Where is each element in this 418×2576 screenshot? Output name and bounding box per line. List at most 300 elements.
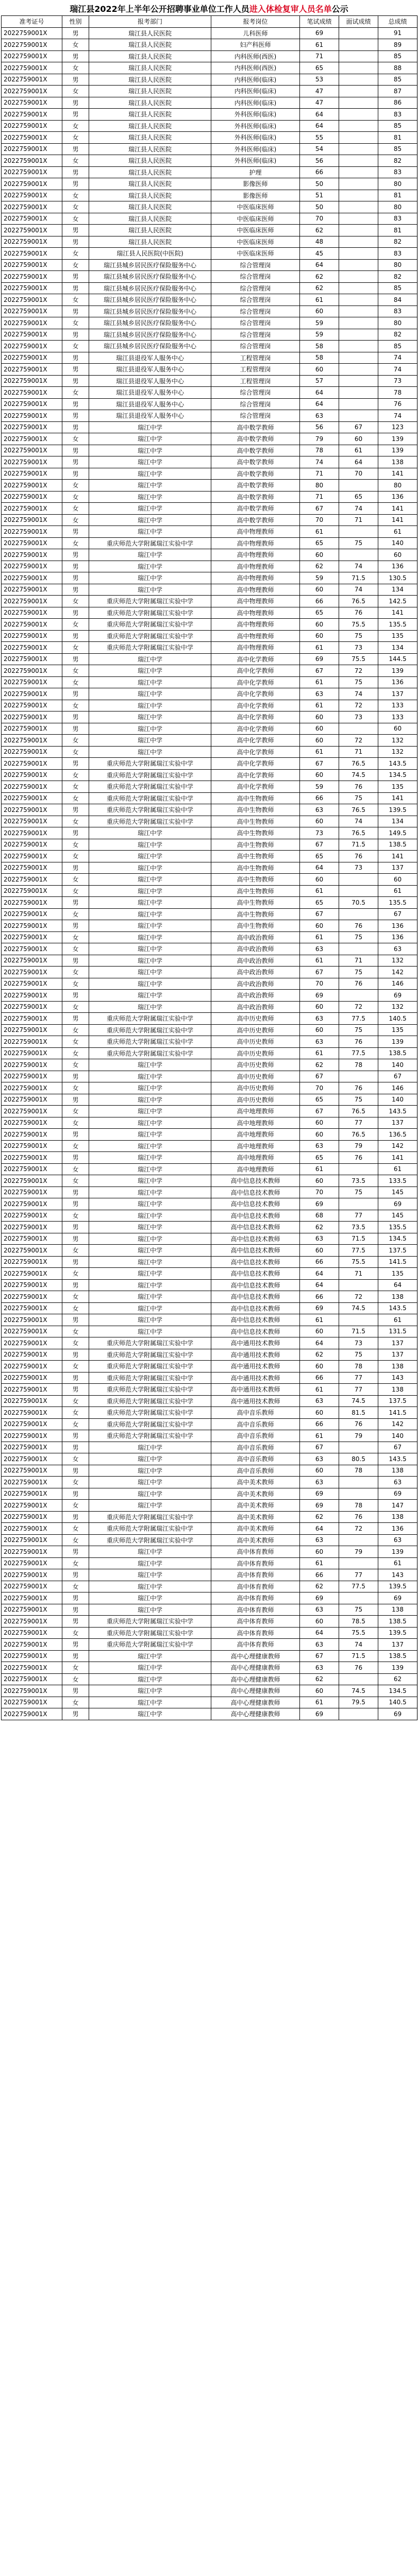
cell-interview-score <box>339 1442 378 1453</box>
cell-department: 重庆师范大学附属瑞江实验中学 <box>89 1430 211 1442</box>
cell-position: 高中物理教师 <box>211 526 300 538</box>
cell-gender: 女 <box>62 1245 89 1257</box>
cell-position: 外科医师(临床) <box>211 155 300 167</box>
cell-written-score: 63 <box>300 1013 339 1025</box>
table-row <box>2 491 417 503</box>
cell-gender: 女 <box>62 480 89 492</box>
cell-total-score: 137 <box>378 862 417 874</box>
cell-exam-number: 2022759001X <box>2 398 62 410</box>
cell-total-score: 143.5 <box>378 1106 417 1117</box>
cell-gender: 男 <box>62 50 89 62</box>
cell-position: 妇产科医师 <box>211 39 300 51</box>
cell-interview-score <box>339 236 378 248</box>
cell-gender: 男 <box>62 607 89 619</box>
cell-position: 影像医师 <box>211 178 300 190</box>
header-exam-number: 准考证号 <box>2 16 62 28</box>
table-row <box>2 792 417 804</box>
cell-total-score: 83 <box>378 213 417 225</box>
cell-exam-number: 2022759001X <box>2 1604 62 1616</box>
header-interview-score: 面试成绩 <box>339 16 378 28</box>
cell-exam-number: 2022759001X <box>2 39 62 51</box>
cell-position: 高中生物教师 <box>211 839 300 851</box>
cell-position: 高中化学教师 <box>211 700 300 711</box>
cell-total-score: 67 <box>378 1071 417 1082</box>
cell-department: 重庆师范大学附属瑞江实验中学 <box>89 758 211 770</box>
cell-gender: 男 <box>62 375 89 387</box>
cell-position: 高中心理健康教师 <box>211 1697 300 1708</box>
cell-gender: 男 <box>62 1546 89 1558</box>
cell-written-score: 62 <box>300 1349 339 1361</box>
cell-gender: 女 <box>62 1140 89 1152</box>
cell-total-score: 80 <box>378 259 417 271</box>
cell-gender: 男 <box>62 1650 89 1662</box>
cell-gender: 女 <box>62 1210 89 1222</box>
cell-position: 高中信息技术教师 <box>211 1198 300 1210</box>
cell-gender: 男 <box>62 1256 89 1268</box>
cell-position: 高中政治教师 <box>211 943 300 955</box>
cell-total-score: 88 <box>378 62 417 74</box>
cell-department: 瑞江县人民医院 <box>89 74 211 86</box>
cell-department: 瑞江中学 <box>89 908 211 920</box>
cell-department: 瑞江县退役军人服务中心 <box>89 364 211 376</box>
cell-interview-score: 73 <box>339 711 378 723</box>
cell-written-score: 64 <box>300 1268 339 1280</box>
cell-written-score: 61 <box>300 1557 339 1569</box>
cell-department: 瑞江中学 <box>89 711 211 723</box>
cell-gender: 女 <box>62 1662 89 1674</box>
cell-interview-score: 73 <box>339 642 378 654</box>
cell-interview-score: 75 <box>339 1094 378 1106</box>
cell-exam-number: 2022759001X <box>2 1013 62 1025</box>
cell-gender: 女 <box>62 514 89 526</box>
cell-position: 高中生物教师 <box>211 792 300 804</box>
cell-position: 高中体育教师 <box>211 1569 300 1581</box>
cell-position: 高中化学教师 <box>211 735 300 747</box>
cell-department: 重庆师范大学附属瑞江实验中学 <box>89 1395 211 1407</box>
cell-department: 瑞江中学 <box>89 1210 211 1222</box>
cell-exam-number: 2022759001X <box>2 294 62 306</box>
cell-gender: 男 <box>62 421 89 433</box>
cell-position: 高中生物教师 <box>211 885 300 897</box>
cell-exam-number: 2022759001X <box>2 827 62 839</box>
cell-position: 高中化学教师 <box>211 676 300 688</box>
cell-department: 瑞江中学 <box>89 1187 211 1198</box>
cell-written-score: 65 <box>300 851 339 862</box>
cell-total-score: 138 <box>378 1361 417 1372</box>
cell-written-score: 69 <box>300 653 339 665</box>
cell-total-score: 83 <box>378 109 417 121</box>
cell-written-score: 61 <box>300 885 339 897</box>
cell-interview-score <box>339 155 378 167</box>
cell-written-score: 67 <box>300 1071 339 1082</box>
table-row <box>2 387 417 399</box>
cell-position: 高中体育教师 <box>211 1604 300 1616</box>
cell-written-score: 64 <box>300 1627 339 1639</box>
cell-total-score: 141 <box>378 1152 417 1164</box>
cell-gender: 男 <box>62 445 89 456</box>
header-position: 报考岗位 <box>211 16 300 28</box>
cell-total-score: 78 <box>378 387 417 399</box>
cell-department: 瑞江县城乡居民医疗保险服务中心 <box>89 341 211 352</box>
table-row <box>2 421 417 433</box>
cell-exam-number: 2022759001X <box>2 1163 62 1175</box>
table-row <box>2 1152 417 1164</box>
cell-gender: 男 <box>62 804 89 816</box>
cell-position: 高中历史教师 <box>211 1047 300 1059</box>
cell-gender: 女 <box>62 735 89 747</box>
cell-total-score: 87 <box>378 86 417 97</box>
cell-written-score: 60 <box>300 874 339 886</box>
cell-total-score: 141.5 <box>378 1256 417 1268</box>
cell-written-score: 69 <box>300 1708 339 1720</box>
cell-position: 综合管理岗 <box>211 341 300 352</box>
header-department: 报考部门 <box>89 16 211 28</box>
cell-department: 重庆师范大学附属瑞江实验中学 <box>89 1036 211 1048</box>
cell-interview-score: 75 <box>339 931 378 943</box>
cell-position: 高中数学教师 <box>211 445 300 456</box>
cell-interview-score: 76 <box>339 1662 378 1674</box>
cell-position: 护理 <box>211 166 300 178</box>
cell-department: 重庆师范大学附属瑞江实验中学 <box>89 781 211 793</box>
table-row <box>2 282 417 294</box>
cell-position: 外科医师(临床) <box>211 143 300 155</box>
cell-written-score: 74 <box>300 456 339 468</box>
cell-interview-score <box>339 190 378 201</box>
cell-department: 瑞江县人民医院 <box>89 39 211 51</box>
cell-department: 瑞江中学 <box>89 1500 211 1512</box>
cell-written-score: 80 <box>300 480 339 492</box>
cell-exam-number: 2022759001X <box>2 1337 62 1349</box>
cell-written-score: 67 <box>300 665 339 677</box>
cell-department: 瑞江县人民医院 <box>89 201 211 213</box>
cell-exam-number: 2022759001X <box>2 1198 62 1210</box>
cell-written-score: 65 <box>300 1094 339 1106</box>
table-row <box>2 1036 417 1048</box>
cell-department: 重庆师范大学附属瑞江实验中学 <box>89 596 211 607</box>
cell-position: 高中地理教师 <box>211 1163 300 1175</box>
cell-interview-score: 72 <box>339 665 378 677</box>
cell-position: 高中历史教师 <box>211 1024 300 1036</box>
cell-exam-number: 2022759001X <box>2 236 62 248</box>
cell-written-score: 61 <box>300 1314 339 1326</box>
cell-total-score: 134.5 <box>378 1233 417 1245</box>
cell-exam-number: 2022759001X <box>2 341 62 352</box>
table-row <box>2 39 417 51</box>
table-row <box>2 642 417 654</box>
cell-position: 高中信息技术教师 <box>211 1210 300 1222</box>
cell-written-score: 70 <box>300 514 339 526</box>
cell-written-score: 60 <box>300 1129 339 1141</box>
cell-total-score: 67 <box>378 1442 417 1453</box>
cell-total-score: 63 <box>378 1477 417 1488</box>
cell-interview-score <box>339 132 378 144</box>
cell-department: 瑞江中学 <box>89 1094 211 1106</box>
header-total-score: 总成绩 <box>378 16 417 28</box>
cell-position: 高中信息技术教师 <box>211 1222 300 1233</box>
cell-gender: 女 <box>62 317 89 329</box>
table-row <box>2 294 417 306</box>
cell-total-score: 137 <box>378 1337 417 1349</box>
table-row <box>2 607 417 619</box>
cell-written-score: 50 <box>300 201 339 213</box>
table-row <box>2 723 417 735</box>
table-row <box>2 931 417 943</box>
cell-department: 瑞江中学 <box>89 653 211 665</box>
table-row <box>2 1187 417 1198</box>
cell-department: 瑞江中学 <box>89 943 211 955</box>
cell-interview-score <box>339 1673 378 1685</box>
cell-position: 高中信息技术教师 <box>211 1256 300 1268</box>
title-highlight: 进入体检复审人员名单 <box>249 4 332 14</box>
cell-exam-number: 2022759001X <box>2 1500 62 1512</box>
cell-written-score: 60 <box>300 769 339 781</box>
cell-total-score: 74 <box>378 364 417 376</box>
cell-interview-score <box>339 213 378 225</box>
cell-written-score: 63 <box>300 1604 339 1616</box>
cell-exam-number: 2022759001X <box>2 306 62 317</box>
cell-department: 瑞江中学 <box>89 421 211 433</box>
cell-total-score: 136 <box>378 931 417 943</box>
cell-written-score: 66 <box>300 166 339 178</box>
cell-gender: 男 <box>62 1592 89 1604</box>
cell-interview-score <box>339 74 378 86</box>
table-row <box>2 375 417 387</box>
cell-written-score: 60 <box>300 1001 339 1013</box>
cell-department: 瑞江中学 <box>89 1222 211 1233</box>
cell-position: 高中地理教师 <box>211 1140 300 1152</box>
table-row <box>2 166 417 178</box>
cell-gender: 女 <box>62 908 89 920</box>
cell-exam-number: 2022759001X <box>2 445 62 456</box>
cell-department: 重庆师范大学附属瑞江实验中学 <box>89 1639 211 1651</box>
cell-department: 瑞江中学 <box>89 526 211 538</box>
cell-gender: 男 <box>62 364 89 376</box>
cell-written-score: 66 <box>300 792 339 804</box>
cell-written-score: 61 <box>300 1697 339 1708</box>
cell-total-score: 134.5 <box>378 769 417 781</box>
cell-department: 瑞江中学 <box>89 1256 211 1268</box>
cell-interview-score: 78 <box>339 1465 378 1477</box>
cell-total-score: 139.5 <box>378 1627 417 1639</box>
cell-position: 高中美术教师 <box>211 1500 300 1512</box>
cell-position: 高中政治教师 <box>211 1001 300 1013</box>
table-row <box>2 503 417 515</box>
cell-written-score: 53 <box>300 74 339 86</box>
cell-position: 高中美术教师 <box>211 1477 300 1488</box>
cell-department: 瑞江中学 <box>89 967 211 978</box>
cell-position: 高中音乐教师 <box>211 1430 300 1442</box>
cell-gender: 女 <box>62 1024 89 1036</box>
cell-interview-score: 74 <box>339 816 378 827</box>
cell-exam-number: 2022759001X <box>2 549 62 561</box>
cell-total-score: 139 <box>378 433 417 445</box>
cell-department: 瑞江县人民医院 <box>89 97 211 109</box>
cell-interview-score <box>339 143 378 155</box>
table-row <box>2 967 417 978</box>
cell-position: 高中音乐教师 <box>211 1407 300 1419</box>
cell-written-score: 64 <box>300 259 339 271</box>
cell-gender: 男 <box>62 178 89 190</box>
cell-department: 瑞江中学 <box>89 990 211 1002</box>
table-row <box>2 955 417 967</box>
cell-department: 瑞江中学 <box>89 827 211 839</box>
cell-written-score: 71 <box>300 491 339 503</box>
cell-interview-score: 76 <box>339 1082 378 1094</box>
cell-written-score: 60 <box>300 1546 339 1558</box>
cell-exam-number: 2022759001X <box>2 1697 62 1708</box>
cell-department: 瑞江中学 <box>89 700 211 711</box>
cell-department: 瑞江县退役军人服务中心 <box>89 352 211 364</box>
cell-interview-score: 76 <box>339 978 378 990</box>
cell-written-score: 63 <box>300 688 339 700</box>
cell-total-score: 145 <box>378 1187 417 1198</box>
cell-department: 重庆师范大学附属瑞江实验中学 <box>89 607 211 619</box>
cell-interview-score: 76 <box>339 1152 378 1164</box>
cell-total-score: 140.5 <box>378 1697 417 1708</box>
cell-exam-number: 2022759001X <box>2 1071 62 1082</box>
cell-total-score: 140 <box>378 1430 417 1442</box>
cell-total-score: 85 <box>378 282 417 294</box>
cell-interview-score: 74 <box>339 561 378 572</box>
cell-department: 瑞江县城乡居民医疗保险服务中心 <box>89 259 211 271</box>
table-row <box>2 352 417 364</box>
cell-exam-number: 2022759001X <box>2 781 62 793</box>
cell-position: 高中美术教师 <box>211 1523 300 1535</box>
cell-interview-score: 71.5 <box>339 1650 378 1662</box>
table-row <box>2 1106 417 1117</box>
cell-department: 重庆师范大学附属瑞江实验中学 <box>89 1407 211 1419</box>
cell-exam-number: 2022759001X <box>2 1488 62 1500</box>
cell-total-score: 61 <box>378 526 417 538</box>
table-row <box>2 1291 417 1303</box>
cell-gender: 女 <box>62 746 89 758</box>
cell-exam-number: 2022759001X <box>2 1314 62 1326</box>
cell-gender: 女 <box>62 387 89 399</box>
cell-interview-score: 77 <box>339 1372 378 1384</box>
cell-gender: 女 <box>62 294 89 306</box>
cell-exam-number: 2022759001X <box>2 1477 62 1488</box>
cell-gender: 女 <box>62 86 89 97</box>
title-prefix: 瑞江县2022年上半年公开招聘事业单位工作人员 <box>70 4 249 14</box>
cell-gender: 男 <box>62 1685 89 1697</box>
cell-position: 高中信息技术教师 <box>211 1326 300 1337</box>
cell-exam-number: 2022759001X <box>2 885 62 897</box>
cell-department: 瑞江中学 <box>89 1697 211 1708</box>
cell-total-score: 139 <box>378 1662 417 1674</box>
cell-interview-score: 78 <box>339 1361 378 1372</box>
table-row <box>2 1361 417 1372</box>
cell-interview-score: 75.5 <box>339 653 378 665</box>
table-row <box>2 514 417 526</box>
table-row <box>2 1129 417 1141</box>
cell-exam-number: 2022759001X <box>2 387 62 399</box>
cell-written-score: 61 <box>300 526 339 538</box>
cell-interview-score: 75 <box>339 537 378 549</box>
cell-department: 瑞江县人民医院 <box>89 155 211 167</box>
cell-written-score: 56 <box>300 421 339 433</box>
cell-exam-number: 2022759001X <box>2 1569 62 1581</box>
table-row <box>2 1024 417 1036</box>
cell-exam-number: 2022759001X <box>2 526 62 538</box>
cell-total-score: 139.5 <box>378 804 417 816</box>
cell-interview-score: 75 <box>339 676 378 688</box>
cell-written-score: 61 <box>300 931 339 943</box>
cell-interview-score: 72 <box>339 700 378 711</box>
cell-total-score: 76 <box>378 398 417 410</box>
cell-gender: 女 <box>62 213 89 225</box>
cell-interview-score <box>339 1557 378 1569</box>
cell-exam-number: 2022759001X <box>2 735 62 747</box>
cell-position: 高中地理教师 <box>211 1106 300 1117</box>
cell-position: 高中信息技术教师 <box>211 1291 300 1303</box>
table-row <box>2 213 417 225</box>
cell-total-score: 138 <box>378 1384 417 1396</box>
cell-interview-score <box>339 39 378 51</box>
cell-gender: 女 <box>62 1557 89 1569</box>
cell-written-score: 56 <box>300 155 339 167</box>
cell-interview-score <box>339 1477 378 1488</box>
cell-total-score: 60 <box>378 549 417 561</box>
cell-interview-score <box>339 1198 378 1210</box>
cell-department: 瑞江县人民医院 <box>89 109 211 121</box>
cell-gender: 女 <box>62 1407 89 1419</box>
cell-gender: 女 <box>62 1477 89 1488</box>
cell-gender: 女 <box>62 1059 89 1071</box>
cell-written-score: 58 <box>300 352 339 364</box>
cell-department: 瑞江中学 <box>89 468 211 480</box>
cell-department: 瑞江中学 <box>89 456 211 468</box>
cell-total-score: 89 <box>378 39 417 51</box>
cell-exam-number: 2022759001X <box>2 1546 62 1558</box>
cell-interview-score <box>339 341 378 352</box>
cell-department: 重庆师范大学附属瑞江实验中学 <box>89 1361 211 1372</box>
table-row <box>2 120 417 132</box>
cell-exam-number: 2022759001X <box>2 630 62 642</box>
cell-exam-number: 2022759001X <box>2 271 62 283</box>
cell-gender: 女 <box>62 1326 89 1337</box>
cell-gender: 男 <box>62 1198 89 1210</box>
cell-department: 瑞江县人民医院 <box>89 50 211 62</box>
cell-position: 高中生物教师 <box>211 851 300 862</box>
cell-department: 瑞江中学 <box>89 665 211 677</box>
cell-written-score: 60 <box>300 735 339 747</box>
cell-interview-score <box>339 248 378 260</box>
cell-exam-number: 2022759001X <box>2 1511 62 1523</box>
cell-total-score: 80 <box>378 480 417 492</box>
cell-department: 瑞江中学 <box>89 1117 211 1129</box>
cell-written-score: 69 <box>300 1500 339 1512</box>
cell-department: 瑞江中学 <box>89 931 211 943</box>
cell-total-score: 146 <box>378 1082 417 1094</box>
cell-position: 高中物理教师 <box>211 549 300 561</box>
cell-total-score: 143.5 <box>378 1302 417 1314</box>
cell-total-score: 136 <box>378 676 417 688</box>
cell-department: 瑞江中学 <box>89 1673 211 1685</box>
cell-written-score: 78 <box>300 445 339 456</box>
cell-gender: 男 <box>62 329 89 341</box>
cell-total-score: 81 <box>378 132 417 144</box>
cell-gender: 男 <box>62 456 89 468</box>
cell-written-score: 63 <box>300 943 339 955</box>
cell-total-score: 138.5 <box>378 1616 417 1628</box>
cell-department: 瑞江县人民医院 <box>89 143 211 155</box>
cell-department: 瑞江县退役军人服务中心 <box>89 375 211 387</box>
cell-position: 高中信息技术教师 <box>211 1268 300 1280</box>
cell-position: 高中信息技术教师 <box>211 1245 300 1257</box>
cell-interview-score: 74.5 <box>339 1685 378 1697</box>
table-row <box>2 1094 417 1106</box>
cell-exam-number: 2022759001X <box>2 1581 62 1592</box>
